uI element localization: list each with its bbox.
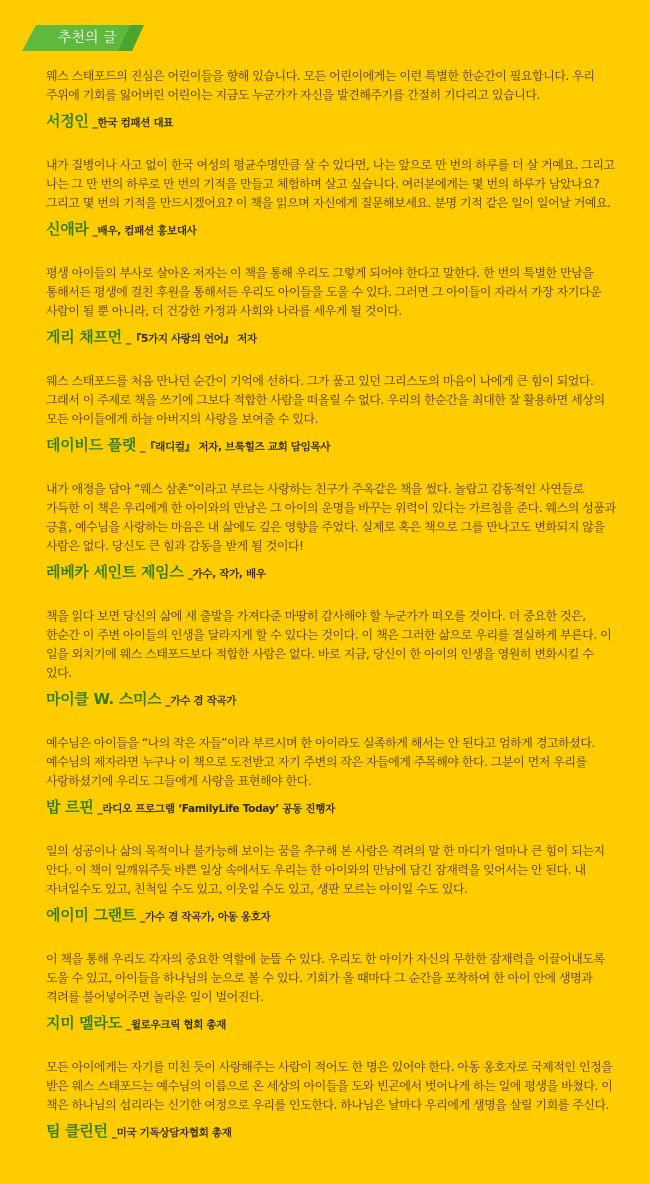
endorsement-entry [46, 607, 618, 710]
endorsement-list [46, 67, 618, 1142]
endorsement-signature [46, 218, 618, 240]
endorsement-entry [46, 1058, 618, 1142]
endorser-name: 지미 멜라도 [46, 1014, 122, 1032]
endorsement-signature [46, 1120, 618, 1142]
endorser-name: 레베카 세인트 제임스 [46, 563, 184, 581]
endorser-name: 서정인 [46, 112, 89, 130]
endorser-title: _배우, 컴패션 홍보대사 [92, 225, 197, 237]
endorser-title: _『5가지 사랑의 언어』 저자 [125, 333, 257, 345]
endorsement-signature [46, 688, 618, 710]
endorsement-entry [46, 67, 618, 132]
endorser-name: 마이클 W. 스미스 [46, 690, 162, 708]
endorsement-entry [46, 372, 618, 456]
endorser-title: _가수, 작가, 배우 [187, 568, 266, 580]
endorsement-signature [46, 904, 618, 926]
endorsement-signature [46, 326, 618, 348]
endorser-title: _가수 겸 작곡가, 아동 옹호자 [140, 911, 271, 923]
endorsement-quote: 이 책을 통해 우리도 각자의 중요한 역할에 눈뜰 수 있다. 우리도 한 아이가 자신의 무한한 잠재력을 이끌어내도록 도울 수 있고, 아이들을 하나님의 눈으로 볼 수 있다. 기회가 올 때마다 그 순간을 포착하여 한 아이 안에 생명과 격려를 불어넣어주면 놀라운 일이 벌어진다. [46, 952, 605, 1004]
endorser-name: 게리 채프먼 [46, 328, 122, 346]
endorsement-entry [46, 264, 618, 348]
section-banner [22, 25, 144, 51]
endorsement-quote: 웨스 스태포드의 진심은 어린이들을 향해 있습니다. 모든 어린이에게는 이런 특별한 한순간이 필요합니다. 우리 주위에 기회를 잃어버린 어린이는 지금도 누군가가 자신을 발견해주기를 간절히 기다리고 있습니다. [46, 69, 595, 102]
endorsement-quote: 모든 아이에게는 자기를 미친 듯이 사랑해주는 사람이 적어도 한 명은 있어야 한다. 아동 옹호자로 국제적인 인정을 받은 웨스 스태포드는 예수님의 이름으로 온 세상의 아이들을 도와 빈곤에서 벗어나게 하는 일에 평생을 바쳤다. 이 책은 하나님의 섭리라는 신기한 여정으로 우리를 인도한다. 하나님은 날마다 우리에게 생명을 살릴 기회를 주신다. [46, 1060, 613, 1112]
endorsement-quote: 내가 애정을 담아 “웨스 삼촌”이라고 부르는 사랑하는 친구가 주옥같은 책을 썼다. 놀랍고 감동적인 사연들로 가득한 이 책은 우리에게 한 아이와의 만남은 그 아이의 운명을 바꾸는 위력이 있다는 가르침을 준다. 웨스의 성품과 긍휼, 예수님을 사랑하는 마음은 내 삶에도 깊은 영향을 주었다. 실제로 혹은 책으로 그를 만나고도 변화되지 않을 사람은 없다. 당신도 큰 힘과 감동을 받게 될 것이다! [46, 482, 616, 553]
endorsement-quote: 평생 아이들의 부사로 살아온 저자는 이 책을 통해 우리도 그렇게 되어야 한다고 말한다. 한 번의 특별한 만남을 통해서든 평생에 걸친 후원을 통해서든 우리도 아이들을 도울 수 있다. 그러면 그 아이들이 자라서 가장 자기다운 사람이 될 뿐 아니라, 더 건강한 가정과 사회와 나라를 세우게 될 것이다. [46, 266, 602, 318]
endorsement-signature [46, 110, 618, 132]
endorsement-entry [46, 156, 618, 240]
banner-title: 추천의 글 [58, 30, 117, 46]
endorser-name: 데이비드 플랫 [46, 436, 137, 454]
endorsement-entry [46, 842, 618, 926]
endorsement-entry [46, 734, 618, 818]
endorser-name: 에이미 그랜트 [46, 906, 137, 924]
endorser-title: _윌로우크릭 협회 총재 [125, 1019, 227, 1031]
endorsement-quote: 예수님은 아이들을 “나의 작은 자들”이라 부르시며 한 아이라도 실족하게 해서는 안 된다고 엄하게 경고하셨다. 예수님의 제자라면 누구나 이 책으로 도전받고 자기 주변의 작은 자들에게 주목해야 한다. 그분이 먼저 우리를 사랑하셨기에 우리도 그들에게 사랑을 표현해야 한다. [46, 736, 595, 788]
endorser-title: _미국 기독상담자협회 총재 [111, 1127, 232, 1139]
endorser-name: 밥 르핀 [46, 798, 94, 816]
endorser-title: _한국 컴패션 대표 [92, 117, 174, 129]
endorsement-entry [46, 480, 618, 583]
endorser-name: 신애라 [46, 220, 89, 238]
endorser-title: _라디오 프로그램 ‘FamilyLife Today’ 공동 진행자 [97, 803, 335, 815]
endorsement-signature [46, 796, 618, 818]
endorser-name: 팀 클린턴 [46, 1122, 108, 1140]
endorser-title: _『래디컬』 저자, 브룩힐즈 교회 담임목사 [140, 441, 331, 453]
endorser-title: _가수 겸 작곡가 [165, 695, 237, 707]
endorsement-signature [46, 1012, 618, 1034]
endorsement-entry [46, 950, 618, 1034]
endorsement-quote: 일의 성공이나 삶의 목적이나 불가능해 보이는 꿈을 추구해 본 사람은 격려의 말 한 마디가 얼마나 큰 힘이 되는지 안다. 이 책이 일깨워주듯 바쁜 일상 속에서도 우리는 한 아이와의 만남에 담긴 잠재력을 잊어서는 안 된다. 내 자녀일수도 있고, 친척일 수도 있고, 이웃일 수도 있고, 생판 모르는 아이일 수도 있다. [46, 844, 605, 896]
endorsement-signature [46, 434, 618, 456]
endorsement-quote: 책을 읽다 보면 당신의 삶에 새 출발을 가져다준 마땅히 감사해야 할 누군가가 떠오를 것이다. 더 중요한 것은, 한순간 이 주변 아이들의 인생을 달라지게 할 수 있다는 것이다. 이 책은 그러한 삶으로 우리를 절실하게 부른다. 이 일을 외치기에 웨스 스태포드보다 적합한 사람은 없다. 바로 지금, 당신이 한 아이의 인생을 영원히 변화시킬 수 있다. [46, 609, 612, 680]
endorsement-quote: 웨스 스태포드를 처음 만나던 순간이 기억에 선하다. 그가 품고 있던 그리스도의 마음이 나에게 큰 힘이 되었다. 그래서 이 주제로 책을 쓰기에 그보다 적합한 사람을 떠올릴 수 없다. 우리의 한순간을 최대한 잘 활용하면 세상의 모든 아이들에게 하늘 아버지의 사랑을 보여줄 수 있다. [46, 374, 605, 426]
endorsement-quote: 내가 질병이나 사고 없이 한국 여성의 평균수명만큼 살 수 있다면, 나는 앞으로 만 번의 하루를 더 살 거예요. 그리고 나는 그 만 번의 하루로 만 번의 기적을 만들고 체험하며 살고 싶습니다. 여러분에게는 몇 번의 하루가 남았나요? 그리고 몇 번의 기적을 만드시겠어요? 이 책을 읽으며 자신에게 질문해보세요. 분명 기적 같은 일이 일어날 거예요. [46, 158, 615, 210]
endorsement-signature [46, 561, 618, 583]
